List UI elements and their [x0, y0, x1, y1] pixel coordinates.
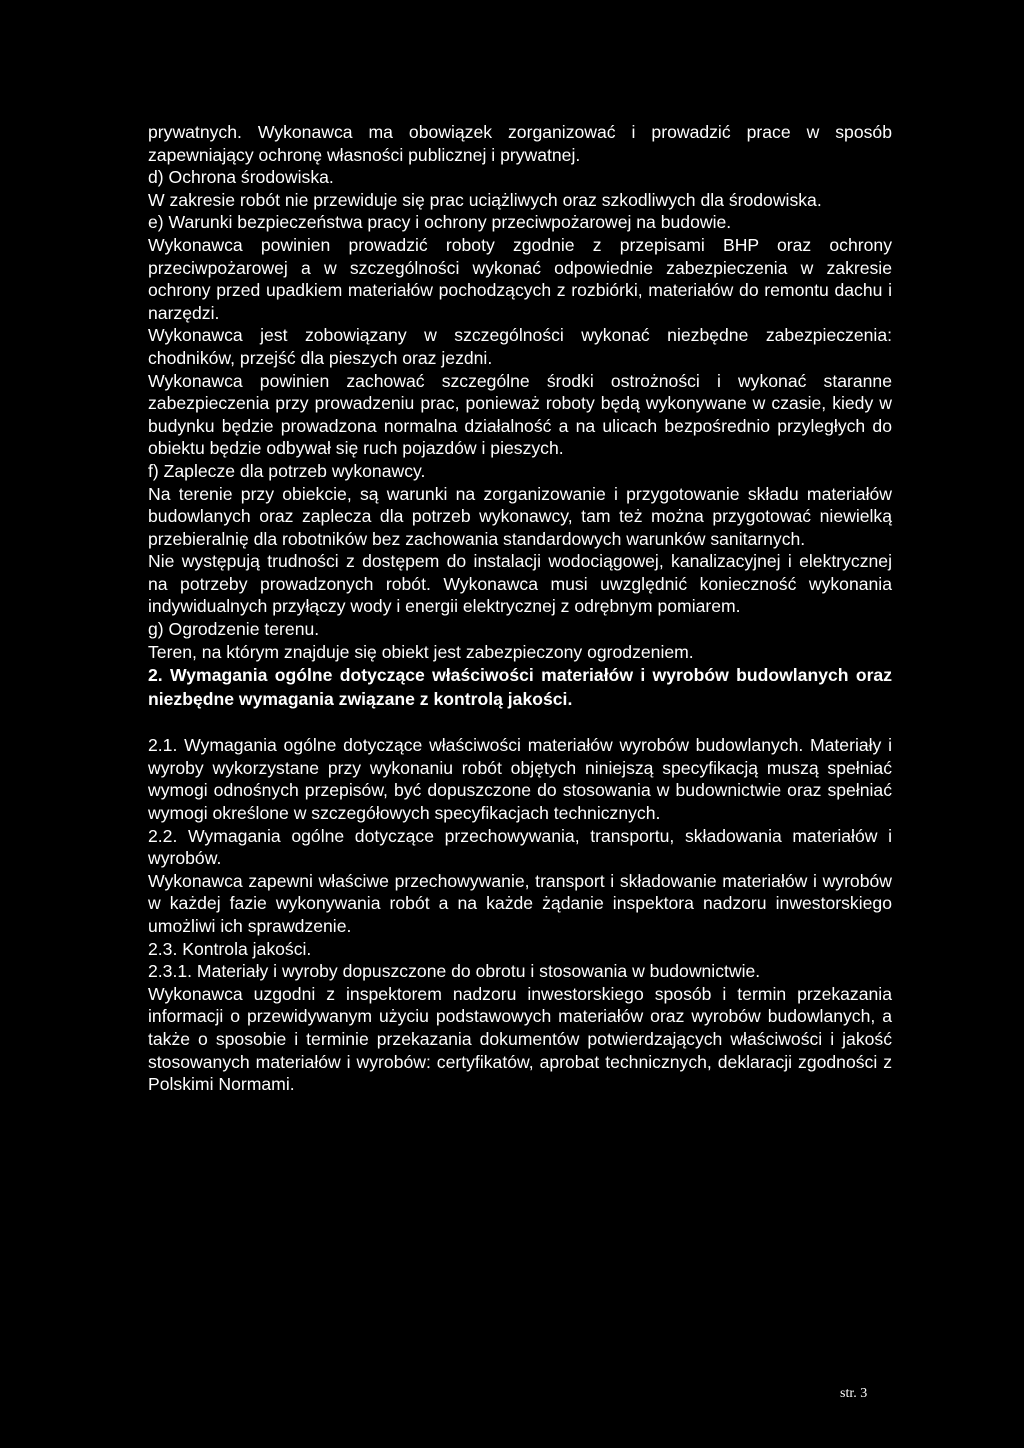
paragraph-2-3-1: 2.3.1. Materiały i wyroby dopuszczone do obrotu i stosowania w budownictwie. [148, 961, 761, 982]
subheading-safety: e) Warunki bezpieczeństwa pracy i ochrony przeciwpożarowej na budowie. [148, 212, 732, 233]
section-heading-requirements: 2. Wymagania ogólne dotyczące właściwości materiałów i wyrobów budowlanych oraz niezbędne wymagania związane z kontrolą jakości. [148, 665, 892, 710]
paragraph-quality-documents: Wykonawca uzgodni z inspektorem nadzoru inwestorskiego sposób i termin przekazania informacji o przewidywanym użyciu podstawowych materiałów oraz wyrobów budowlanych, a także o sposobie i terminie przekazania dokumentów potwierdzających właściwości i jakość stosowanych materiałów i wyrobów: certyfikatów, aprobat technicznych, deklaracji zgodności z Polskimi Normami. [148, 983, 892, 1095]
paragraph-utilities: Nie występują trudności z dostępem do instalacji wodociągowej, kanalizacyjnej i elektrycznej na potrzeby prowadzonych robót. Wykonawca musi uwzględnić konieczność wykonania indywidualnych przyłączy wody i energii elektrycznej z odrębnym pomiarem. [148, 551, 892, 617]
paragraph-site-facilities: Na terenie przy obiekcie, są warunki na zorganizowanie i przygotowanie składu materiałów budowlanych oraz zaplecza dla potrzeb wykonawcy, tam też można przygotować niewielką przebieralnię dla robotników bez zachowania standardowych warunków sanitarnych. [148, 483, 892, 549]
paragraph-safety-sidewalks: Wykonawca jest zobowiązany w szczególności wykonać niezbędne zabezpieczenia: chodników, przejść dla pieszych oraz jezdni. [148, 325, 892, 368]
paragraph-2-2: 2.2. Wymagania ogólne dotyczące przechowywania, transportu, składowania materiałów i wyrobów. [148, 825, 892, 869]
page-number: str. 3 [840, 1386, 868, 1401]
paragraph-property-protection: prywatnych. Wykonawca ma obowiązek zorganizować i prowadzić prace w sposób zapewniający ochronę własności publicznej i prywatnej. [148, 122, 892, 165]
paragraph-safety-precautions: Wykonawca powinien zachować szczególne środki ostrożności i wykonać staranne zabezpieczenia przy prowadzeniu prac, ponieważ roboty będą wykonywane w czasie, kiedy w budynku będzie prowadzona normalna działalność a na ulicach bezpośrednio przyległych do obiektu będzie odbywał się ruch pojazdów i pieszych. [148, 370, 892, 459]
subheading-fencing: g) Ogrodzenie terenu. [148, 619, 320, 640]
subheading-environment: d) Ochrona środowiska. [148, 167, 334, 188]
subheading-site-facilities: f) Zaplecze dla potrzeb wykonawcy. [148, 460, 426, 481]
paragraph-safety-bhp: Wykonawca powinien prowadzić roboty zgodnie z przepisami BHP oraz ochrony przeciwpożarowej a w szczególności wykonać odpowiednie zabezpieczenia w zakresie ochrony przed upadkiem materiałów pochodzących z rozbiórki, materiałów do remontu dachu i narzędzi. [148, 234, 892, 323]
document-body [148, 121, 892, 1096]
paragraph-storage: Wykonawca zapewni właściwe przechowywanie, transport i składowanie materiałów i wyrobów w każdej fazie wykonywania robót a na każde żądanie inspektora nadzoru inwestorskiego umożliwi ich sprawdzenie. [148, 870, 892, 936]
paragraph-2-1: 2.1. Wymagania ogólne dotyczące właściwości materiałów wyrobów budowlanych. Materiały i wyroby wykorzystane przy wykonaniu robót objętych niniejszą specyfikacją muszą spełniać wymogi odnośnych przepisów, być dopuszczone do stosowania w budownictwie oraz spełniać wymogi określone w szczegółowych specyfikacjach technicznych. [148, 735, 892, 824]
paragraph-environment: W zakresie robót nie przewiduje się prac uciążliwych oraz szkodliwych dla środowiska. [148, 189, 822, 210]
paragraph-2-3: 2.3. Kontrola jakości. [148, 938, 312, 959]
paragraph-fencing: Teren, na którym znajduje się obiekt jest zabezpieczony ogrodzeniem. [148, 641, 694, 662]
